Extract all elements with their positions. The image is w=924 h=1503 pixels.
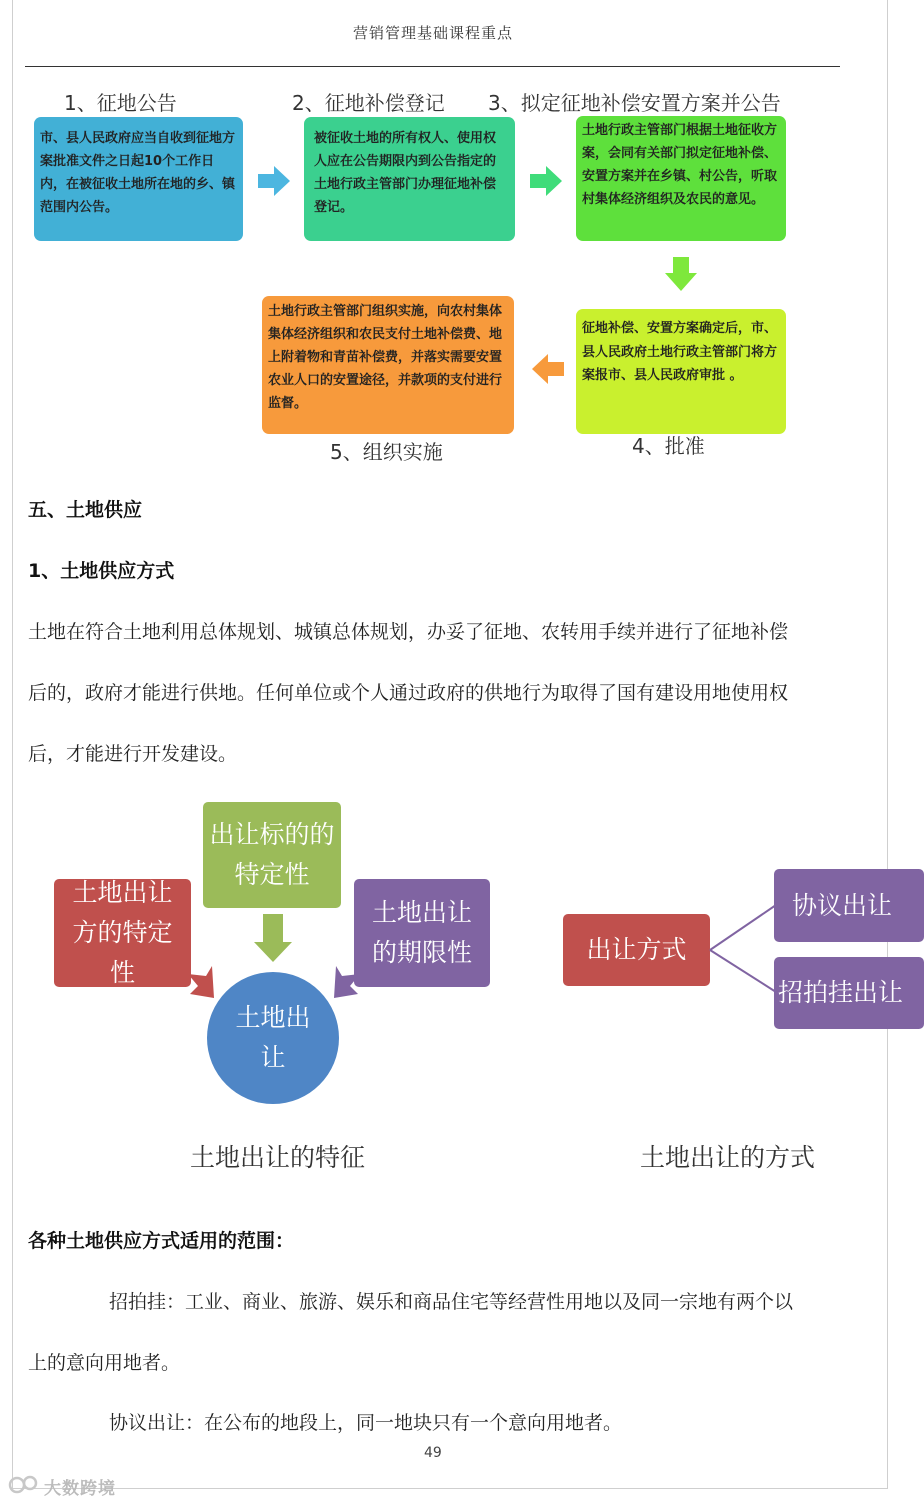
scope-line: 招拍挂：工业、商业、旅游、娱乐和商品住宅等经营性用地以及同一宗地有两个以 [109,1291,794,1313]
paragraph-line: 后的，政府才能进行供地。任何单位或个人通过政府的供地行为取得了国有建设用地使用权 [28,682,789,704]
methods-branch-box: 协议出让 [774,869,924,942]
methods-root-box: 出让方式 [563,914,710,986]
step5-box: 土地行政主管部门组织实施，向农村集体集体经济组织和农民支付土地补偿费、地上附着物和青苗补偿费，并落实需要安置农业人口的安置途径，并款项的支付进行监督。 [262,296,514,434]
arrow-right-icon [528,165,564,197]
arrow-diagonal-icon [184,964,218,1002]
scope-line: 协议出让：在公布的地段上，同一地块只有一个意向用地者。 [109,1412,623,1434]
paragraph-line: 土地在符合土地利用总体规划、城镇总体规划，办妥了征地、农转用手续并进行了征地补偿 [28,621,789,643]
watermark-logo-icon [8,1473,42,1495]
methods-branch-clip [774,869,893,942]
methods-connector [708,900,778,1000]
arrow-right-icon [256,165,292,197]
header-rule [25,66,840,67]
feature-right-box: 土地出让的期限性 [354,879,490,987]
page-number: 49 [424,1445,442,1461]
methods-branch-box: 招拍挂出让 [774,957,924,1029]
arrow-left-icon [530,353,566,385]
step1-title: 1、征地公告 [64,91,177,115]
step3-box: 土地行政主管部门根据土地征收方案，会同有关部门拟定征地补偿、安置方案并在乡镇、村公告，听取村集体经济组织及农民的意见。 [576,116,786,241]
step5-title: 5、组织实施 [330,440,443,464]
step4-box: 征地补偿、安置方案确定后，市、县人民政府土地行政主管部门将方案报市、县人民政府审批 。 [576,309,786,434]
methods-branch-clip [774,957,904,1029]
scope-line: 上的意向用地者。 [28,1352,181,1374]
feature-left-box: 土地出让方的特定性 [54,879,191,987]
step1-box: 市、县人民政府应当自收到征地方案批准文件之日起10个工作日内，在被征收土地所在地的乡、镇范围内公告。 [34,117,243,241]
section-heading: 五、土地供应 [28,499,143,521]
arrow-down-icon [253,912,293,964]
step2-title: 2、征地补偿登记 [292,91,445,115]
feature-top-box: 出让标的的特定性 [203,802,341,908]
page-header-title: 营销管理基础课程重点 [352,24,513,42]
arrow-down-icon [664,255,698,293]
methods-caption: 土地出让的方式 [640,1143,816,1172]
arrow-diagonal-icon [330,964,364,1002]
subsection-heading: 1、土地供应方式 [28,560,175,582]
paragraph-line: 后，才能进行开发建设。 [28,743,238,765]
step2-box: 被征收土地的所有权人、使用权人应在公告期限内到公告指定的土地行政主管部门办理征地补偿登记。 [304,117,515,241]
scope-heading: 各种土地供应方式适用的范围： [28,1230,295,1252]
feature-center-circle: 土地出让 [207,972,339,1104]
watermark-text: 大数跨境 [44,1479,116,1499]
step4-title: 4、批准 [632,434,705,458]
step3-title: 3、拟定征地补偿安置方案并公告 [488,91,781,115]
features-caption: 土地出让的特征 [190,1143,366,1172]
